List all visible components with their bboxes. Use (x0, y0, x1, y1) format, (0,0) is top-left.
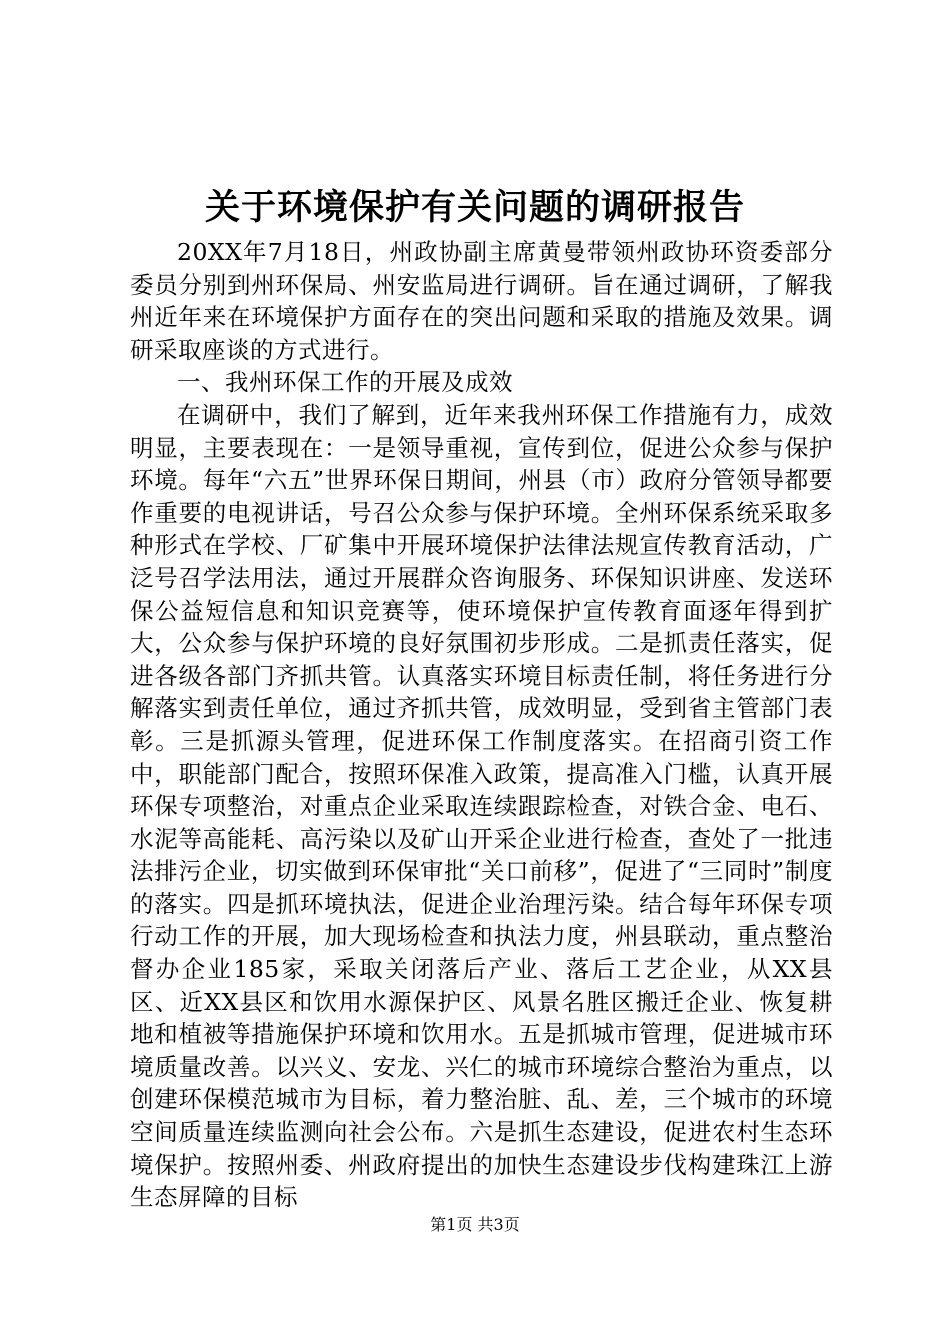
body-paragraph: 在调研中，我们了解到，近年来我州环保工作措施有力，成效明显，主要表现在：一是领导重视，宣传到位，促进公众参与保护环境。每年“六五”世界环保日期间，州县（市）政府分管领导都要作重要的电视讲话，号召公众参与保护环境。全州环保系统采取多种形式在学校、厂矿集中开展环境保护法律法规宣传教育活动，广泛号召学法用法，通过开展群众咨询服务、环保知识讲座、发送环保公益短信息和知识竞赛等，使环境保护宣传教育面逐年得到扩大，公众参与保护环境的良好氛围初步形成。二是抓责任落实，促进各级各部门齐抓共管。认真落实环境目标责任制，将任务进行分解落实到责任单位，通过齐抓共管，成效明显，受到省主管部门表彰。三是抓源头管理，促进环保工作制度落实。在招商引资工作中，职能部门配合，按照环保准入政策，提高准入门槛，认真开展环保专项整治，对重点企业采取连续跟踪检查，对铁合金、电石、水泥等高能耗、高污染以及矿山开采企业进行检查，查处了一批违法排污企业，切实做到环保审批“关口前移”，促进了“三同时”制度的落实。四是抓环境执法，促进企业治理污染。结合每年环保专项行动工作的开展，加大现场检查和执法力度，州县联动，重点整治督办企业185家，采取关闭落后产业、落后工艺企业，从XX县区、近XX县区和饮用水源保护区、风景名胜区搬迁企业、恢复耕地和植被等措施保护环境和饮用水。五是抓城市管理，促进城市环境质量改善。以兴义、安龙、兴仁的城市环境综合整治为重点，以创建环保模范城市为目标，着力整治脏、乱、差，三个城市的环境空间质量连续监测向社会公布。六是抓生态建设，促进农村生态环境保护。按照州委、州政府提出的加快生态建设步伐构建珠江上游生态屏障的目标 (130, 400, 833, 1212)
document-title: 关于环境保护有关问题的调研报告 (204, 187, 745, 228)
document-body (130, 236, 833, 1214)
section-heading: 一、我州环保工作的开展及成效 (177, 368, 513, 397)
page-footer: 第1页 共3页 (430, 1215, 520, 1234)
intro-paragraph: 20XX年7月18日，州政协副主席黄曼带领州政协环资委部分委员分别到州环保局、州安监局进行调研。旨在通过调研，了解我州近年来在环境保护方面存在的突出问题和采取的措施及效果。调研采取座谈的方式进行。 (130, 238, 833, 364)
